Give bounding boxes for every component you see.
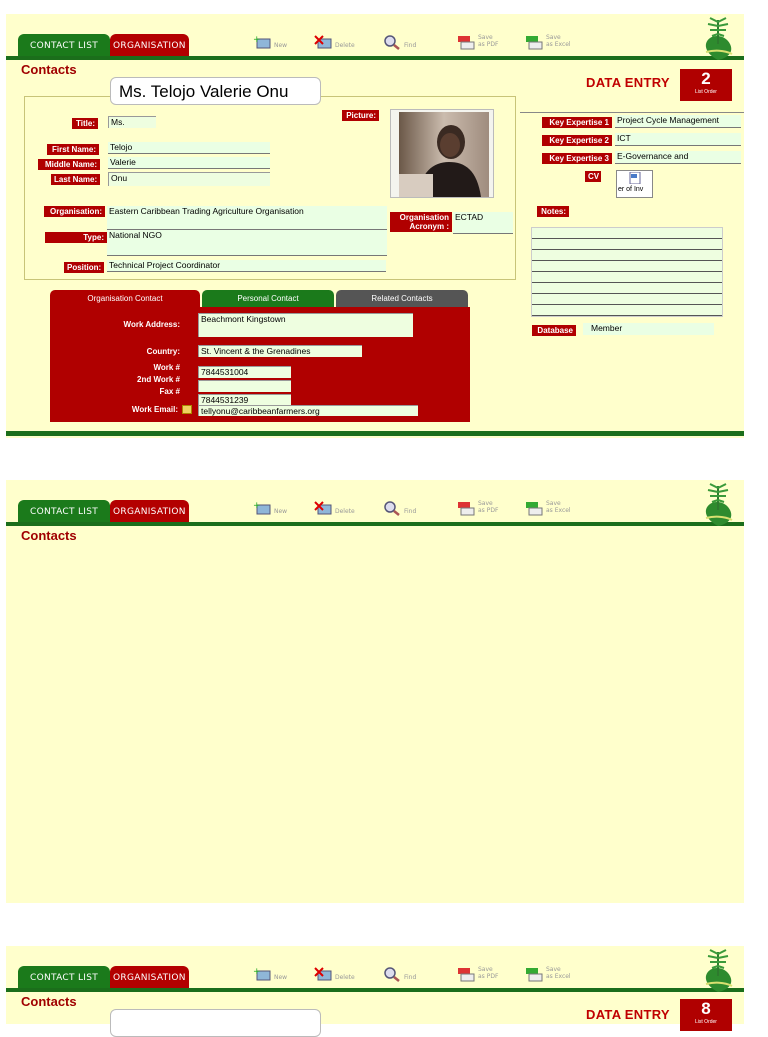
cv-attachment[interactable]	[616, 170, 653, 198]
record-panel-1	[6, 14, 744, 438]
save-excel-label-2: as Excel	[546, 41, 571, 48]
org-acronym-field[interactable]: ECTAD	[453, 212, 513, 234]
new-button[interactable]	[253, 34, 287, 50]
work-address-label: Work Address:	[123, 320, 180, 329]
section-title: Contacts	[21, 62, 77, 77]
delete-button[interactable]	[314, 34, 355, 50]
key-expertise-3-label: Key Expertise 3	[542, 153, 612, 164]
second-work-number-field[interactable]	[198, 380, 291, 392]
find-label: Find	[404, 508, 417, 515]
section-title: Contacts	[21, 528, 77, 543]
find-icon	[383, 966, 401, 982]
save-excel-label-2: as Excel	[546, 973, 571, 980]
tab-contact-list[interactable]: CONTACT LIST	[18, 34, 110, 56]
header-bar	[6, 988, 744, 992]
type-label: Type:	[45, 232, 107, 243]
delete-icon	[314, 34, 332, 50]
work-address-field[interactable]: Beachmont Kingstown	[198, 313, 413, 337]
last-name-field[interactable]: Onu	[108, 172, 270, 186]
tab-organisation[interactable]: ORGANISATION	[110, 966, 189, 988]
delete-icon	[314, 500, 332, 516]
section-title: Contacts	[21, 994, 77, 1009]
key-expertise-2-field[interactable]: ICT	[615, 133, 741, 146]
organisation-field[interactable]: Eastern Caribbean Trading Agriculture Organisation	[107, 206, 387, 230]
save-pdf-label-1: Save	[478, 34, 493, 41]
save-excel-label-1: Save	[546, 34, 561, 41]
save-excel-label-1: Save	[546, 500, 561, 507]
excel-icon	[525, 966, 543, 982]
first-name-field[interactable]: Telojo	[108, 142, 270, 154]
type-field[interactable]: National NGO	[107, 230, 387, 256]
tab-organisation-contact[interactable]: Organisation Contact	[50, 290, 200, 308]
save-excel-label-2: as Excel	[546, 507, 571, 514]
save-pdf-label-2: as PDF	[478, 973, 499, 980]
tab-organisation[interactable]: ORGANISATION	[110, 34, 189, 56]
save-pdf-label-2: as PDF	[478, 41, 499, 48]
delete-icon	[314, 966, 332, 982]
country-label: Country:	[146, 347, 180, 356]
header-bar	[6, 56, 744, 60]
full-name-heading	[110, 1009, 321, 1037]
main-tabs	[18, 34, 189, 56]
footer-bar	[6, 431, 744, 436]
work-number-label: Work #	[153, 363, 180, 372]
org-acronym-label-line1: Organisation	[399, 213, 449, 222]
main-tabs	[18, 966, 189, 988]
svg-text:+: +	[253, 967, 261, 977]
tab-contact-list[interactable]: CONTACT LIST	[18, 966, 110, 988]
list-order-number: 2	[701, 69, 711, 88]
delete-label: Delete	[335, 974, 355, 981]
organisation-contact-panel	[50, 307, 470, 422]
new-label: New	[274, 508, 288, 515]
find-button[interactable]	[383, 34, 416, 50]
delete-button[interactable]	[314, 966, 355, 982]
record-panel-2	[6, 480, 744, 903]
find-button[interactable]	[383, 966, 416, 982]
find-label: Find	[404, 974, 417, 981]
cv-label: CV	[585, 171, 601, 182]
save-excel-button[interactable]	[525, 500, 571, 516]
work-number-field[interactable]: 7844531004	[198, 366, 291, 378]
contact-photo[interactable]	[390, 109, 494, 198]
organisation-label: Organisation:	[44, 206, 105, 217]
notes-field[interactable]	[531, 227, 723, 317]
record-panel-3	[6, 946, 744, 1024]
delete-label: Delete	[335, 508, 355, 515]
save-excel-label-1: Save	[546, 966, 561, 973]
org-acronym-label-line2: Acronym :	[409, 222, 449, 231]
fax-label: Fax #	[159, 387, 180, 396]
position-field[interactable]: Technical Project Coordinator	[107, 260, 386, 272]
list-order-label: List Order	[695, 89, 717, 95]
title-label: Title:	[72, 118, 98, 129]
save-pdf-button[interactable]	[457, 34, 498, 50]
delete-button[interactable]	[314, 500, 355, 516]
delete-label: Delete	[335, 42, 355, 49]
tab-contact-list[interactable]: CONTACT LIST	[18, 500, 110, 522]
tab-personal-contact[interactable]: Personal Contact	[202, 290, 334, 308]
key-expertise-1-field[interactable]: Project Cycle Management	[615, 115, 741, 128]
middle-name-label: Middle Name:	[38, 159, 100, 170]
key-expertise-2-label: Key Expertise 2	[542, 135, 612, 146]
key-expertise-3-field[interactable]: E-Governance and	[615, 151, 741, 164]
cafan-logo-icon	[696, 480, 740, 526]
cafan-logo-icon	[696, 946, 740, 992]
photo-image-icon	[399, 112, 489, 197]
org-acronym-label	[390, 212, 452, 232]
notes-label: Notes:	[537, 206, 569, 217]
last-name-label: Last Name:	[51, 174, 100, 185]
find-button[interactable]	[383, 500, 416, 516]
right-divider	[520, 112, 744, 113]
pdf-icon	[457, 966, 475, 982]
full-name-heading: Ms. Telojo Valerie Onu	[110, 77, 321, 105]
svg-text:+: +	[253, 501, 261, 511]
email-compose-icon[interactable]	[182, 405, 192, 414]
new-button[interactable]	[253, 966, 287, 982]
tab-related-contacts[interactable]: Related Contacts	[336, 290, 468, 308]
excel-icon	[525, 500, 543, 516]
first-name-label: First Name:	[47, 144, 99, 155]
data-entry-title: DATA ENTRY	[586, 75, 670, 90]
pdf-icon	[457, 500, 475, 516]
save-pdf-button[interactable]	[457, 966, 498, 982]
save-pdf-label-1: Save	[478, 966, 493, 973]
header-bar	[6, 522, 744, 526]
main-tabs	[18, 500, 189, 522]
svg-text:+: +	[253, 35, 261, 45]
contact-tabs	[50, 290, 468, 308]
new-label: New	[274, 42, 288, 49]
work-email-field[interactable]: tellyonu@caribbeanfarmers.org	[198, 405, 418, 416]
new-label: New	[274, 974, 288, 981]
fax-field[interactable]: 7844531239	[198, 394, 291, 405]
tab-organisation[interactable]: ORGANISATION	[110, 500, 189, 522]
list-order-box	[680, 999, 732, 1031]
new-icon	[253, 34, 271, 50]
new-icon	[253, 966, 271, 982]
list-order-number: 8	[701, 999, 711, 1018]
key-expertise-1-label: Key Expertise 1	[542, 117, 612, 128]
cv-filename: er of Inv	[618, 186, 644, 193]
database-label: Database	[532, 325, 576, 336]
work-email-label: Work Email:	[131, 405, 178, 414]
find-icon	[383, 500, 401, 516]
find-label: Find	[404, 42, 417, 49]
cafan-logo-icon	[696, 14, 740, 60]
find-icon	[383, 34, 401, 50]
document-icon	[629, 172, 641, 184]
save-excel-button[interactable]	[525, 966, 571, 982]
position-label: Position:	[64, 262, 104, 273]
new-button[interactable]	[253, 500, 287, 516]
data-entry-title: DATA ENTRY	[586, 1007, 670, 1022]
new-icon	[253, 500, 271, 516]
save-pdf-button[interactable]	[457, 500, 498, 516]
excel-icon	[525, 34, 543, 50]
middle-name-field[interactable]: Valerie	[108, 157, 270, 169]
save-pdf-label-1: Save	[478, 500, 493, 507]
list-order-label: List Order	[695, 1019, 717, 1025]
database-field[interactable]: Member	[583, 323, 714, 335]
second-work-number-label: 2nd Work #	[137, 375, 180, 384]
save-pdf-label-2: as PDF	[478, 507, 499, 514]
save-excel-button[interactable]	[525, 34, 571, 50]
picture-label: Picture:	[342, 110, 379, 121]
list-order-box	[680, 69, 732, 101]
pdf-icon	[457, 34, 475, 50]
country-field[interactable]: St. Vincent & the Grenadines	[198, 345, 362, 357]
title-field[interactable]: Ms.	[108, 116, 156, 128]
